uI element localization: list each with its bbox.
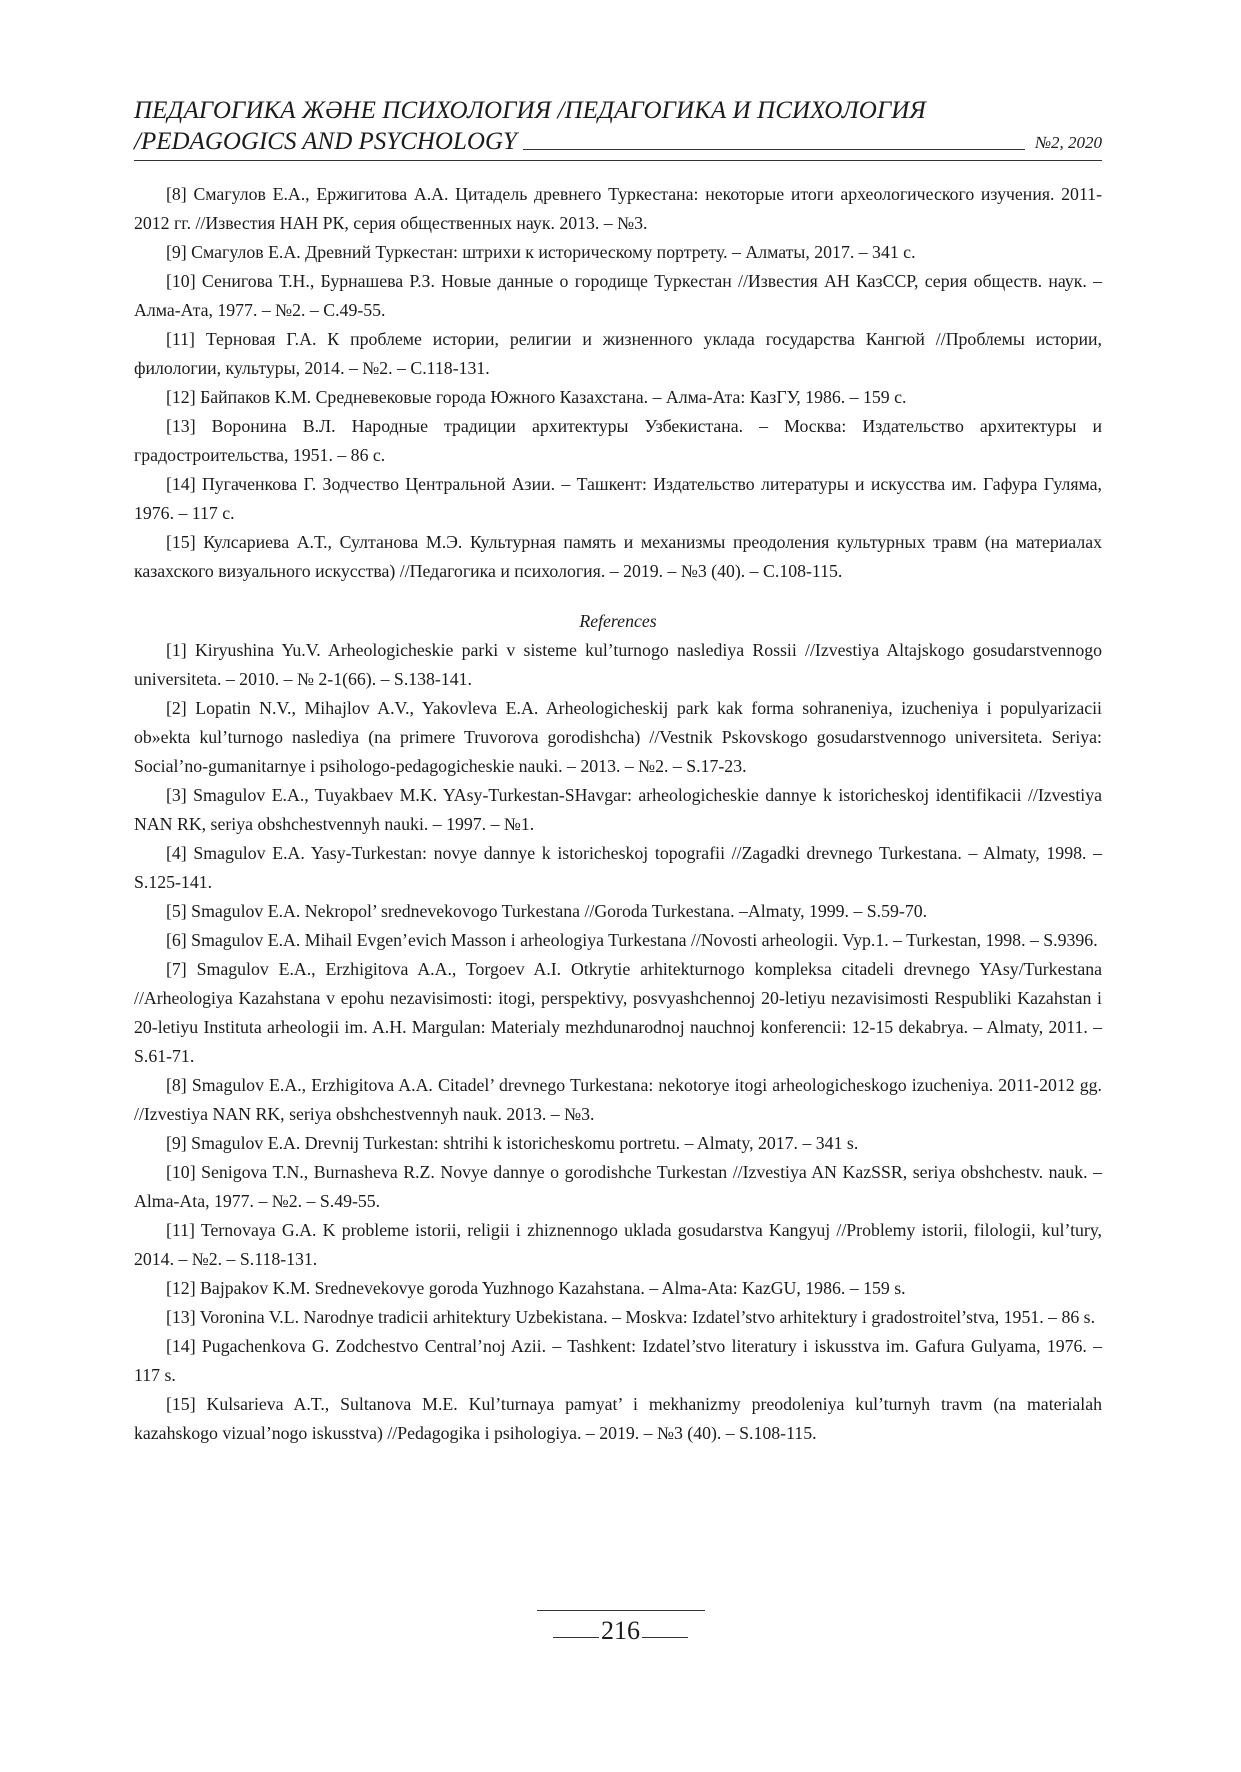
reference-item: [7] Smagulov E.A., Erzhigitova A.A., Torgoev A.I. Otkrytie arhitekturnogo kompleksa citadeli drevnego YAsy/Turkestana //Arheologiya Kazahstana v epohu nezavisimosti: itogi, perspektivy, posvyashchennoj 20-letiyu nezavisimosti Respubliki Kazahstan i 20-letiyu Instituta arheologii im. A.H. Margulan: Materialy mezhdunarodnoj nauchnoj konferencii: 12-15 dekabrya. – Almaty, 2011. – S.61-71.: [134, 959, 1102, 1066]
reference-item: [11] Терновая Г.А. К проблеме истории, религии и жизненного уклада государства Кангюй //Проблемы истории, филологии, культуры, 2014. – №2. – С.118-131.: [134, 329, 1102, 378]
reference-item: [14] Пугаченкова Г. Зодчество Центральной Азии. – Ташкент: Издательство литературы и искусства им. Гафура Гуляма, 1976. – 117 с.: [134, 474, 1102, 523]
references-heading: References: [579, 611, 657, 631]
reference-item: [12] Байпаков К.М. Средневековые города Южного Казахстана. – Алма-Ата: КазГУ, 1986. – 159 с.: [166, 387, 907, 407]
issue-number: №2, 2020: [1034, 133, 1102, 152]
running-header: [134, 95, 1102, 157]
reference-item: [10] Сенигова Т.Н., Бурнашева Р.З. Новые данные о городище Туркестан //Известия АН КазССР, серия обществ. наук. – Алма-Ата, 1977. – №2. – С.49-55.: [134, 271, 1102, 320]
reference-item: [1] Kiryushina Yu.V. Arheologicheskie parki v sisteme kul’turnogo naslediya Rossii //Izvestiya Altajskogo gosudarstvennogo universiteta. – 2010. – № 2-1(66). – S.138-141.: [134, 640, 1102, 689]
journal-title-line1: ПЕДАГОГИКА ЖӘНЕ ПСИХОЛОГИЯ /ПЕДАГОГИКА И ПСИХОЛОГИЯ: [134, 97, 926, 124]
reference-item: [5] Smagulov E.A. Nekropol’ srednevekovogo Turkestana //Goroda Turkestana. –Almaty, 1999. – S.59-70.: [166, 901, 928, 921]
reference-item: [3] Smagulov E.A., Tuyakbaev M.K. YAsy-Turkestan-SHavgar: arheologicheskie dannye k istoricheskoj identifikacii //Izvestiya NAN RK, seriya obshchestvennyh nauki. – 1997. – №1.: [134, 785, 1102, 834]
footer-dash-right: [642, 1637, 688, 1638]
journal-title-line2: /PEDAGOGICS AND PSYCHOLOGY: [134, 128, 517, 155]
reference-item: [15] Кулсариева А.Т., Султанова М.Э. Культурная память и механизмы преодоления культурных травм (на материалах казахского визуального искусства) //Педагогика и психология. – 2019. – №3 (40). – С.108-115.: [134, 532, 1102, 581]
reference-content: [134, 180, 1102, 1448]
reference-item: [8] Смагулов Е.А., Ержигитова А.А. Цитадель древнего Туркестана: некоторые итоги археологического изучения. 2011-2012 гг. //Известия НАН РК, серия общественных наук. 2013. – №3.: [134, 184, 1102, 233]
reference-item: [13] Voronina V.L. Narodnye tradicii arhitektury Uzbekistana. – Moskva: Izdatel’stvo arhitektury i gradostroitel’stva, 1951. – 86 s.: [166, 1307, 1096, 1327]
journal-title-line2-row: [134, 126, 1102, 157]
reference-item: [4] Smagulov E.A. Yasy-Turkestan: novye dannye k istoricheskoj topografii //Zagadki drevnego Turkestana. – Almaty, 1998. – S.125-141.: [134, 843, 1102, 892]
russian-reference-list: [134, 180, 1102, 586]
page-number: 216: [601, 1616, 640, 1645]
reference-item: [6] Smagulov E.A. Mihail Evgen’evich Masson i arheologiya Turkestana //Novosti arheologii. Vyp.1. – Turkestan, 1998. – S.9396.: [166, 930, 1098, 950]
reference-item: [15] Kulsarieva A.T., Sultanova M.E. Kul’turnaya pamyat’ i mekhanizmy preodoleniya kul’turnyh travm (na materialah kazahskogo vizual’nogo iskusstva) //Pedagogika i psihologiya. – 2019. – №3 (40). – S.108-115.: [134, 1394, 1102, 1443]
reference-item: [10] Senigova T.N., Burnasheva R.Z. Novye dannye o gorodishche Turkestan //Izvestiya AN KazSSR, seriya obshchestv. nauk. – Alma-Ata, 1977. – №2. – S.49-55.: [134, 1162, 1102, 1211]
footer-rule: [537, 1610, 705, 1611]
reference-item: [9] Смагулов Е.А. Древний Туркестан: штрихи к историческому портрету. – Алматы, 2017. – 341 с.: [166, 242, 916, 262]
header-divider: [134, 160, 1102, 161]
page-number-row: [0, 1616, 1241, 1646]
reference-item: [9] Smagulov E.A. Drevnij Turkestan: shtrihi k istoricheskomu portretu. – Almaty, 2017. – 341 s.: [166, 1133, 859, 1153]
reference-item: [12] Bajpakov K.M. Srednevekovye goroda Yuzhnogo Kazahstana. – Alma-Ata: KazGU, 1986. – 159 s.: [166, 1278, 906, 1298]
reference-item: [8] Smagulov E.A., Erzhigitova A.A. Citadel’ drevnego Turkestana: nekotorye itogi arheologicheskogo izucheniya. 2011-2012 gg. //Izvestiya NAN RK, seriya obshchestvennyh nauk. 2013. – №3.: [134, 1075, 1102, 1124]
reference-item: [14] Pugachenkova G. Zodchestvo Central’noj Azii. – Tashkent: Izdatel’stvo literatury i iskusstva im. Gafura Gulyama, 1976. – 117 s.: [134, 1336, 1102, 1385]
transliterated-reference-list: [134, 636, 1102, 1448]
reference-item: [2] Lopatin N.V., Mihajlov A.V., Yakovleva E.A. Arheologicheskij park kak forma sohraneniya, izucheniya i populyarizacii ob»ekta kul’turnogo naslediya (na primere Truvorova gorodishcha) //Vestnik Pskovskogo gosudarstvennogo universiteta. Seriya: Social’no-gumanitarnye i psihologo-pedagogicheskie nauki. – 2013. – №2. – S.17-23.: [134, 698, 1102, 776]
header-fill-rule: [523, 149, 1025, 150]
footer-dash-left: [553, 1637, 599, 1638]
reference-item: [13] Воронина В.Л. Народные традиции архитектуры Узбекистана. – Москва: Издательство архитектуры и градостроительства, 1951. – 86 с.: [134, 416, 1102, 465]
reference-item: [11] Ternovaya G.A. K probleme istorii, religii i zhiznennogo uklada gosudarstva Kangyuj //Problemy istorii, filologii, kul’tury, 2014. – №2. – S.118-131.: [134, 1220, 1102, 1269]
